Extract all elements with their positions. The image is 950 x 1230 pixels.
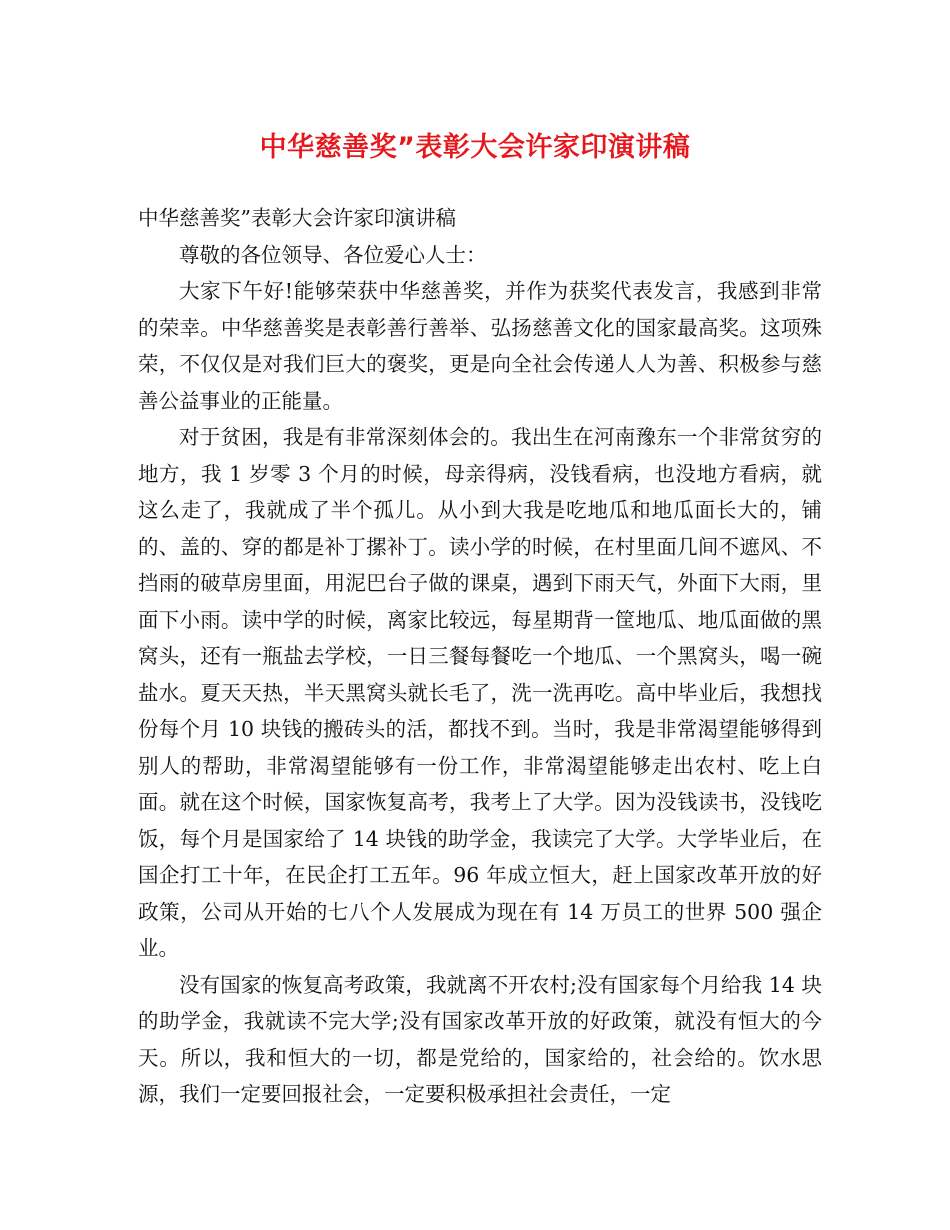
document-title: 中华慈善奖”表彰大会许家印演讲稿 <box>259 132 691 163</box>
paragraph: 对于贫困，我是有非常深刻体会的。我出生在河南豫东一个非常贫穷的地方，我 1 岁零 3 个月的时候，母亲得病，没钱看病，也没地方看病，就这么走了，我就成了半个孤儿。从小到大我是吃地瓜和地瓜面长大的，铺的、盖的、穿的都是补丁摞补丁。读小学的时候，在村里面几间不遮风、不挡雨的破草房里面，用泥巴台子做的课桌，遇到下雨天气，外面下大雨，里面下小雨。读中学的时候，离家比较远，每星期背一筐地瓜、地瓜面做的黑窝头，还有一瓶盐去学校，一日三餐每餐吃一个地瓜、一个黑窝头，喝一碗盐水。夏天天热，半天黑窝头就长毛了，洗一洗再吃。高中毕业后，我想找份每个月 10 块钱的搬砖头的活，都找不到。当时，我是非常渴望能够得到别人的帮助，非常渴望能够有一份工作，非常渴望能够走出农村、吃上白面。就在这个时候，国家恢复高考，我考上了大学。因为没钱读书，没钱吃饭，每个月是国家给了 14 块钱的助学金，我读完了大学。大学毕业后，在国企打工十年，在民企打工五年。96 年成立恒大，赶上国家改革开放的好政策，公司从开始的七八个人发展成为现在有 14 万员工的世界 500 强企业。 <box>138 425 822 960</box>
paragraph: 没有国家的恢复高考政策，我就离不开农村;没有国家每个月给我 14 块的助学金，我就读不完大学;没有国家改革开放的好政策，就没有恒大的今天。所以，我和恒大的一切，都是党给的，国家给的，社会给的。饮水思源，我们一定要回报社会，一定要积极承担社会责任，一定 <box>138 972 822 1106</box>
paragraph: 大家下午好!能够荣获中华慈善奖，并作为获奖代表发言，我感到非常的荣幸。中华慈善奖是表彰善行善举、弘扬慈善文化的国家最高奖。这项殊荣，不仅仅是对我们巨大的褒奖，更是向全社会传递人人为善、积极参与慈善公益事业的正能量。 <box>138 279 822 413</box>
document-body <box>138 200 822 1113</box>
document-subtitle: 中华慈善奖”表彰大会许家印演讲稿 <box>138 206 456 230</box>
salutation: 尊敬的各位领导、各位爱心人士： <box>179 242 487 267</box>
